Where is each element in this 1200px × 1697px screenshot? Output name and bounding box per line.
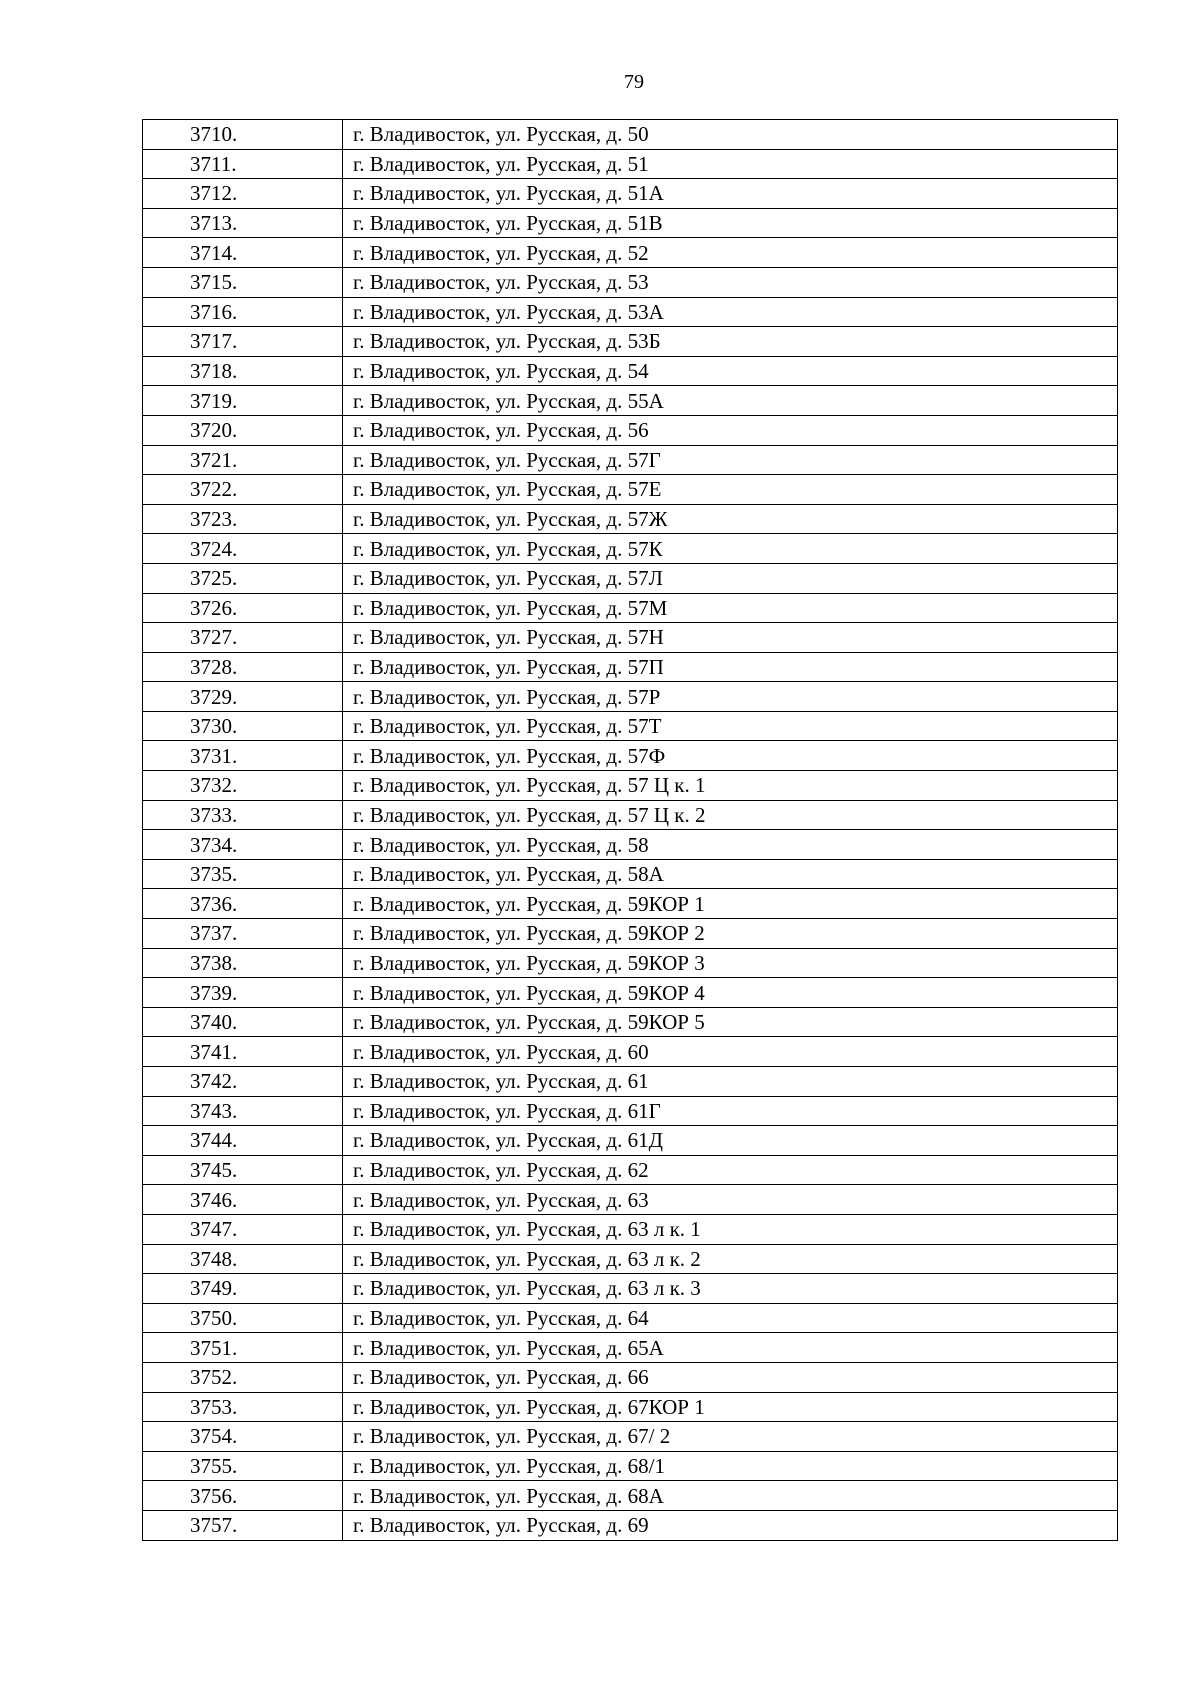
- table-row: [143, 830, 1118, 860]
- table-row: [143, 208, 1118, 238]
- address-cell: г. Владивосток, ул. Русская, д. 56: [343, 415, 1118, 445]
- table-row: [143, 563, 1118, 593]
- table-row: [143, 889, 1118, 919]
- row-number-cell: 3734.: [143, 830, 343, 860]
- table-row: [143, 356, 1118, 386]
- address-cell: г. Владивосток, ул. Русская, д. 58А: [343, 859, 1118, 889]
- table-row: [143, 1451, 1118, 1481]
- row-number-cell: 3728.: [143, 652, 343, 682]
- address-cell: г. Владивосток, ул. Русская, д. 63 л к. 1: [343, 1214, 1118, 1244]
- table-row: [143, 1155, 1118, 1185]
- row-number-cell: 3741.: [143, 1037, 343, 1067]
- table-row: [143, 1214, 1118, 1244]
- row-number-cell: 3715.: [143, 267, 343, 297]
- row-number-cell: 3743.: [143, 1096, 343, 1126]
- address-cell: г. Владивосток, ул. Русская, д. 60: [343, 1037, 1118, 1067]
- row-number-cell: 3739.: [143, 978, 343, 1008]
- address-cell: г. Владивосток, ул. Русская, д. 59КОР 1: [343, 889, 1118, 919]
- row-number-cell: 3740.: [143, 1007, 343, 1037]
- address-cell: г. Владивосток, ул. Русская, д. 67КОР 1: [343, 1392, 1118, 1422]
- address-cell: г. Владивосток, ул. Русская, д. 68/1: [343, 1451, 1118, 1481]
- address-cell: г. Владивосток, ул. Русская, д. 66: [343, 1362, 1118, 1392]
- row-number-cell: 3747.: [143, 1214, 343, 1244]
- row-number-cell: 3713.: [143, 208, 343, 238]
- address-cell: г. Владивосток, ул. Русская, д. 61Д: [343, 1126, 1118, 1156]
- row-number-cell: 3723.: [143, 504, 343, 534]
- table-row: [143, 1274, 1118, 1304]
- address-cell: г. Владивосток, ул. Русская, д. 59КОР 4: [343, 978, 1118, 1008]
- row-number-cell: 3717.: [143, 327, 343, 357]
- row-number-cell: 3742.: [143, 1067, 343, 1097]
- address-cell: г. Владивосток, ул. Русская, д. 63 л к. 2: [343, 1244, 1118, 1274]
- row-number-cell: 3722.: [143, 475, 343, 505]
- address-cell: г. Владивосток, ул. Русская, д. 51А: [343, 179, 1118, 209]
- row-number-cell: 3757.: [143, 1510, 343, 1540]
- table-row: [143, 149, 1118, 179]
- address-cell: г. Владивосток, ул. Русская, д. 57Ж: [343, 504, 1118, 534]
- table-row: [143, 1303, 1118, 1333]
- address-cell: г. Владивосток, ул. Русская, д. 62: [343, 1155, 1118, 1185]
- address-cell: г. Владивосток, ул. Русская, д. 61: [343, 1067, 1118, 1097]
- table-row: [143, 386, 1118, 416]
- row-number-cell: 3719.: [143, 386, 343, 416]
- address-cell: г. Владивосток, ул. Русская, д. 54: [343, 356, 1118, 386]
- table-row: [143, 859, 1118, 889]
- address-cell: г. Владивосток, ул. Русская, д. 57 Ц к. 2: [343, 800, 1118, 830]
- table-row: [143, 1185, 1118, 1215]
- row-number-cell: 3755.: [143, 1451, 343, 1481]
- table-row: [143, 741, 1118, 771]
- page-number: 79: [624, 71, 644, 93]
- row-number-cell: 3737.: [143, 919, 343, 949]
- address-cell: г. Владивосток, ул. Русская, д. 57М: [343, 593, 1118, 623]
- address-cell: г. Владивосток, ул. Русская, д. 57Л: [343, 563, 1118, 593]
- address-cell: г. Владивосток, ул. Русская, д. 68А: [343, 1481, 1118, 1511]
- address-cell: г. Владивосток, ул. Русская, д. 57Н: [343, 623, 1118, 653]
- row-number-cell: 3712.: [143, 179, 343, 209]
- table-row: [143, 652, 1118, 682]
- row-number-cell: 3724.: [143, 534, 343, 564]
- row-number-cell: 3756.: [143, 1481, 343, 1511]
- table-row: [143, 1362, 1118, 1392]
- row-number-cell: 3753.: [143, 1392, 343, 1422]
- address-cell: г. Владивосток, ул. Русская, д. 57Е: [343, 475, 1118, 505]
- table-row: [143, 1422, 1118, 1452]
- table-row: [143, 415, 1118, 445]
- table-row: [143, 593, 1118, 623]
- address-cell: г. Владивосток, ул. Русская, д. 64: [343, 1303, 1118, 1333]
- address-cell: г. Владивосток, ул. Русская, д. 63: [343, 1185, 1118, 1215]
- row-number-cell: 3714.: [143, 238, 343, 268]
- address-cell: г. Владивосток, ул. Русская, д. 51В: [343, 208, 1118, 238]
- row-number-cell: 3725.: [143, 563, 343, 593]
- row-number-cell: 3751.: [143, 1333, 343, 1363]
- address-cell: г. Владивосток, ул. Русская, д. 59КОР 5: [343, 1007, 1118, 1037]
- table-row: [143, 327, 1118, 357]
- row-number-cell: 3744.: [143, 1126, 343, 1156]
- row-number-cell: 3752.: [143, 1362, 343, 1392]
- row-number-cell: 3745.: [143, 1155, 343, 1185]
- table-row: [143, 1481, 1118, 1511]
- row-number-cell: 3721.: [143, 445, 343, 475]
- row-number-cell: 3720.: [143, 415, 343, 445]
- table-row: [143, 504, 1118, 534]
- row-number-cell: 3736.: [143, 889, 343, 919]
- address-cell: г. Владивосток, ул. Русская, д. 57П: [343, 652, 1118, 682]
- address-cell: г. Владивосток, ул. Русская, д. 69: [343, 1510, 1118, 1540]
- address-cell: г. Владивосток, ул. Русская, д. 58: [343, 830, 1118, 860]
- row-number-cell: 3733.: [143, 800, 343, 830]
- address-cell: г. Владивосток, ул. Русская, д. 59КОР 2: [343, 919, 1118, 949]
- address-table-body: [143, 120, 1118, 1541]
- address-cell: г. Владивосток, ул. Русская, д. 65А: [343, 1333, 1118, 1363]
- row-number-cell: 3727.: [143, 623, 343, 653]
- row-number-cell: 3711.: [143, 149, 343, 179]
- table-row: [143, 475, 1118, 505]
- address-cell: г. Владивосток, ул. Русская, д. 61Г: [343, 1096, 1118, 1126]
- table-row: [143, 1007, 1118, 1037]
- table-row: [143, 1392, 1118, 1422]
- row-number-cell: 3738.: [143, 948, 343, 978]
- address-cell: г. Владивосток, ул. Русская, д. 57 Ц к. 1: [343, 771, 1118, 801]
- address-cell: г. Владивосток, ул. Русская, д. 67/ 2: [343, 1422, 1118, 1452]
- table-row: [143, 623, 1118, 653]
- row-number-cell: 3732.: [143, 771, 343, 801]
- address-cell: г. Владивосток, ул. Русская, д. 57Т: [343, 711, 1118, 741]
- table-row: [143, 120, 1118, 150]
- table-row: [143, 919, 1118, 949]
- table-row: [143, 978, 1118, 1008]
- address-cell: г. Владивосток, ул. Русская, д. 52: [343, 238, 1118, 268]
- table-row: [143, 1067, 1118, 1097]
- address-cell: г. Владивосток, ул. Русская, д. 51: [343, 149, 1118, 179]
- table-row: [143, 179, 1118, 209]
- table-row: [143, 1096, 1118, 1126]
- address-cell: г. Владивосток, ул. Русская, д. 57К: [343, 534, 1118, 564]
- table-row: [143, 1126, 1118, 1156]
- table-row: [143, 682, 1118, 712]
- table-row: [143, 445, 1118, 475]
- address-table: [142, 119, 1118, 1541]
- row-number-cell: 3754.: [143, 1422, 343, 1452]
- address-cell: г. Владивосток, ул. Русская, д. 57Р: [343, 682, 1118, 712]
- row-number-cell: 3718.: [143, 356, 343, 386]
- row-number-cell: 3710.: [143, 120, 343, 150]
- row-number-cell: 3716.: [143, 297, 343, 327]
- table-row: [143, 948, 1118, 978]
- row-number-cell: 3750.: [143, 1303, 343, 1333]
- row-number-cell: 3729.: [143, 682, 343, 712]
- address-cell: г. Владивосток, ул. Русская, д. 57Г: [343, 445, 1118, 475]
- address-cell: г. Владивосток, ул. Русская, д. 63 л к. 3: [343, 1274, 1118, 1304]
- table-row: [143, 711, 1118, 741]
- table-row: [143, 1244, 1118, 1274]
- address-cell: г. Владивосток, ул. Русская, д. 55А: [343, 386, 1118, 416]
- row-number-cell: 3746.: [143, 1185, 343, 1215]
- row-number-cell: 3748.: [143, 1244, 343, 1274]
- address-cell: г. Владивосток, ул. Русская, д. 57Ф: [343, 741, 1118, 771]
- table-row: [143, 238, 1118, 268]
- address-cell: г. Владивосток, ул. Русская, д. 50: [343, 120, 1118, 150]
- table-row: [143, 771, 1118, 801]
- address-cell: г. Владивосток, ул. Русская, д. 53Б: [343, 327, 1118, 357]
- row-number-cell: 3726.: [143, 593, 343, 623]
- address-cell: г. Владивосток, ул. Русская, д. 53: [343, 267, 1118, 297]
- table-row: [143, 1510, 1118, 1540]
- table-row: [143, 534, 1118, 564]
- table-row: [143, 1037, 1118, 1067]
- address-cell: г. Владивосток, ул. Русская, д. 53А: [343, 297, 1118, 327]
- address-cell: г. Владивосток, ул. Русская, д. 59КОР 3: [343, 948, 1118, 978]
- table-row: [143, 267, 1118, 297]
- table-row: [143, 800, 1118, 830]
- row-number-cell: 3735.: [143, 859, 343, 889]
- row-number-cell: 3731.: [143, 741, 343, 771]
- table-row: [143, 1333, 1118, 1363]
- row-number-cell: 3749.: [143, 1274, 343, 1304]
- table-row: [143, 297, 1118, 327]
- row-number-cell: 3730.: [143, 711, 343, 741]
